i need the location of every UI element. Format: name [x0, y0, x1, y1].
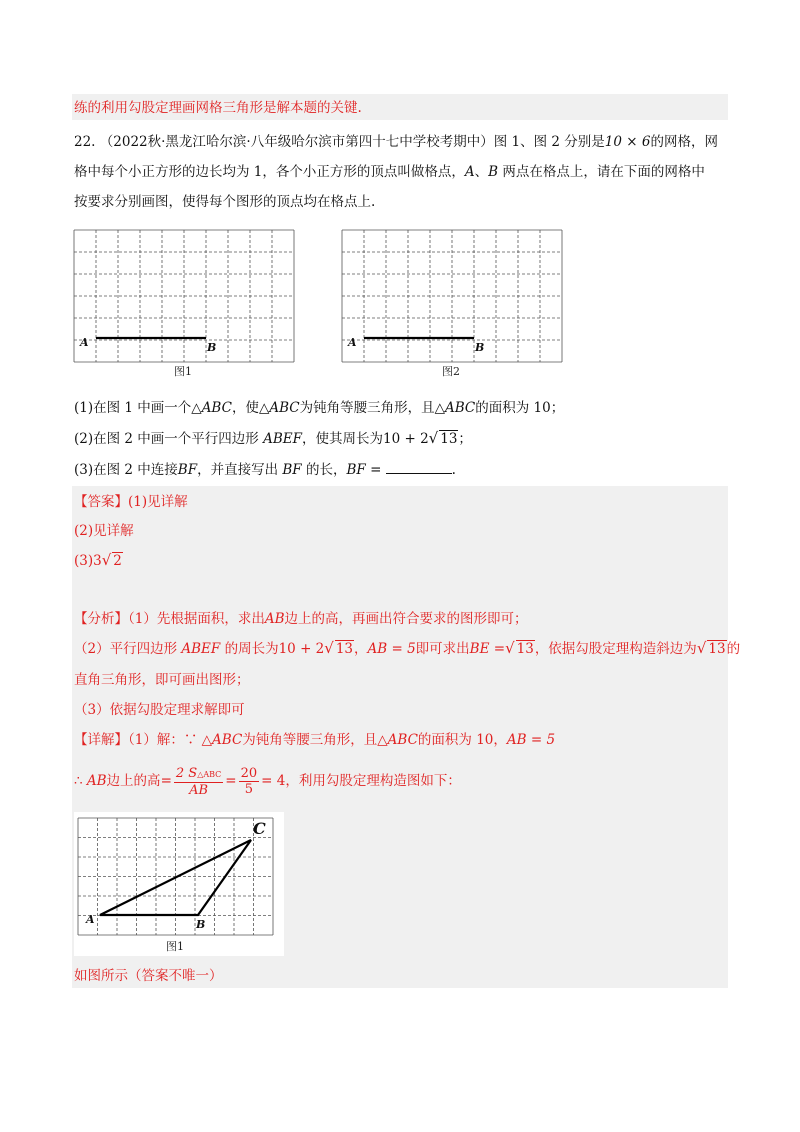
question-line-1: 22. （2022秋·黑龙江哈尔滨·八年级哈尔滨市第四十七中学校考期中）图 1、图 2 分别是10 × 6的网格，网 [74, 134, 718, 150]
fraction-area: $\frac{\text{2 S△ABC}}{AB}$ [175, 765, 222, 798]
answer-blank [386, 461, 452, 474]
part-2: (2)在图 2 中画一个平行四边形 ABEF，使其周长为10 + 2√ 13； [74, 429, 472, 447]
solution-figure [74, 812, 284, 956]
solution-figure-caption: 图1 [166, 940, 184, 953]
label-b-fig1: B [207, 341, 217, 354]
detail-conclusion: 如图所示（答案不唯一） [74, 968, 223, 984]
detail-line-2: ∴ AB边上的高= $\frac{\text{2 S△ABC}}{AB}$ = $\frac{20}{5}$ = 4，利用勾股定理构造图如下： [74, 765, 461, 798]
answer-line-3: (3)3√ 2 [74, 551, 122, 569]
answer-line-1: 【答案】(1)见详解 [74, 494, 188, 510]
detail-line-1: 【详解】（1）解：∵ △ABC为钝角等腰三角形，且△ABC的面积为 10，AB = 5 [74, 732, 556, 748]
answer-line-2: (2)见详解 [74, 523, 134, 539]
figure-1-grid [74, 230, 294, 380]
question-line-2: 格中每个小正方形的边长均为 1，各个小正方形的顶点叫做格点，A、B 两点在格点上，请在下面的网格中 [74, 164, 705, 180]
part-3: (3)在图 2 中连接BF，并直接写出 BF 的长，BF = . [74, 462, 456, 478]
label-b-solution: B [196, 918, 206, 931]
answer-label: 【答案】 [74, 494, 128, 510]
label-a-fig2: A [348, 336, 357, 349]
analysis-line-3: 直角三角形，即可画出图形； [74, 672, 250, 688]
label-c-solution: C [253, 819, 266, 838]
figure-2-caption: 图2 [442, 365, 460, 378]
figure-1-caption: 图1 [174, 365, 192, 378]
intro-line: 练的利用勾股定理画网格三角形是解本题的关键. [74, 100, 362, 116]
question-line-3: 按要求分别画图，使得每个图形的顶点均在格点上. [74, 194, 376, 210]
label-a-fig1: A [80, 336, 89, 349]
fraction-numeric: $\frac{20}{5}$ [240, 766, 258, 797]
detail-label: 【详解】 [74, 732, 128, 748]
part-1: (1)在图 1 中画一个△ABC，使△ABC为钝角等腰三角形，且△ABC的面积为 10； [74, 400, 565, 416]
question-source: （2022秋·黑龙江哈尔滨·八年级哈尔滨市第四十七中学校考期中） [99, 134, 494, 150]
label-a-solution: A [86, 913, 95, 926]
figure-2-grid [342, 230, 562, 380]
analysis-label: 【分析】 [74, 611, 128, 627]
analysis-line-4: （3）依据勾股定理求解即可 [74, 702, 245, 718]
label-b-fig2: B [475, 341, 485, 354]
analysis-line-2: （2）平行四边形 ABEF 的周长为10 + 2√ 13，AB = 5即可求出BE =√ 13，依据勾股定理构造斜边为√ 13的 [74, 639, 741, 657]
question-number: 22. [74, 134, 96, 150]
analysis-line-1: 【分析】（1）先根据面积，求出AB边上的高，再画出符合要求的图形即可； [74, 611, 528, 627]
